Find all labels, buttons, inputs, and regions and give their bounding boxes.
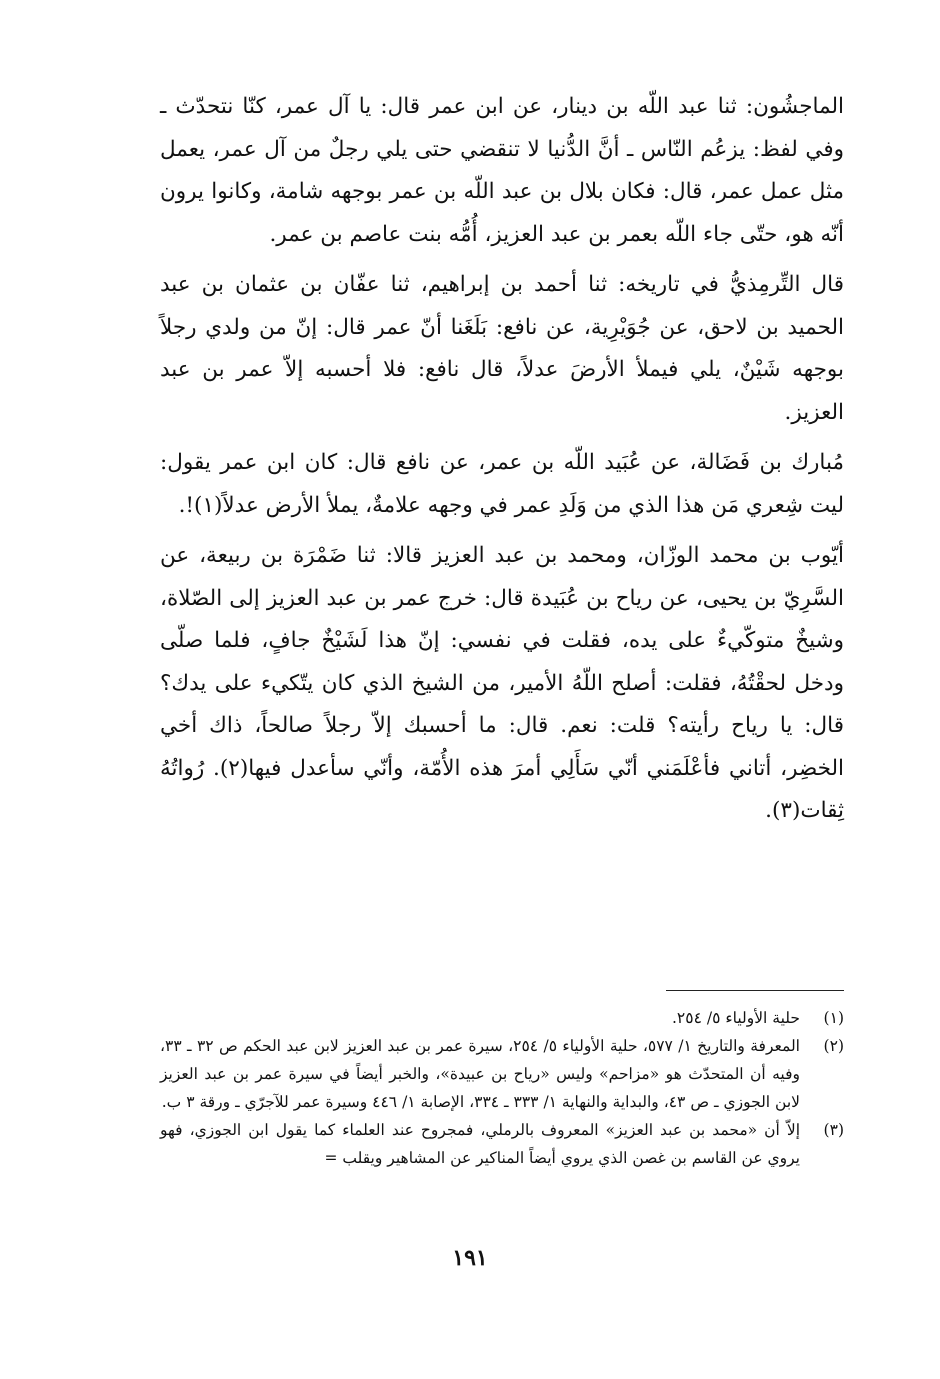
footnote-text: إلاّ أن «محمد بن عبد العزيز» المعروف بالرملي، فمجروح عند العلماء كما يقول ابن الجوزي، فهو يروي عن القاسم بن غصن الذي يروي أيضاً المناكير عن المشاهير ويقلب = — [160, 1121, 800, 1167]
footnote-divider — [666, 990, 844, 991]
paragraph-1: الماجشُون: ثنا عبد اللّه بن دينار، عن ابن عمر قال: يا آل عمر، كنّا نتحدّث ـ وفي لفظ: يزعُم النّاس ـ أنَّ الدُّنيا لا تنقضي حتى يلي رجلٌ من آل عمر، يعمل مثل عمل عمر، قال: فكان بلال بن عبد اللّه بن عمر بوجهه شامة، وكانوا يرون أنّه هو، حتّى جاء اللّه بعمر بن عبد العزيز، أُمُّه بنت عاصم بن عمر. — [160, 94, 844, 247]
paragraph-4: أيّوب بن محمد الوزّان، ومحمد بن عبد العزيز قالا: ثنا ضَمْرَة بن ربيعة، عن السَّرِيّ بن يحيى، عن رياح بن عُبَيدة قال: خرج عمر بن عبد العزيز إلى الصّلاة، وشيخٌ متوكّيءٌ على يده، فقلت في نفسي: إنّ هذا لَشَيْخٌ جافٍ، فلما صلّى ودخل لحقْتُهُ، فقلت: أصلح اللّهُ الأمير، من الشيخ الذي كان يتّكيء على يدك؟ قال: يا رياح رأيته؟ قلت: نعم. قال: ما أحسبك إلاّ رجلاً صالحاً، ذاك أخي الخضِر، أتاني فأعْلَمَني أنّي سَأَلِي أمرَ هذه الأُمّة، وأنّي سأعدل فيها(٢). رُواتُهُ ثِقات(٣). — [160, 543, 844, 823]
footnote-1 — [160, 1004, 844, 1032]
footnote-3 — [160, 1116, 844, 1172]
footnote-2 — [160, 1032, 844, 1116]
footnote-number: (٣) — [823, 1121, 844, 1139]
main-text — [160, 86, 844, 833]
footnote-number: (٢) — [823, 1037, 844, 1055]
footnotes — [160, 1004, 844, 1172]
footnote-number: (١) — [823, 1009, 844, 1027]
paragraph-3: مُبارك بن فَضَالة، عن عُبَيد اللّه بن عمر، عن نافع قال: كان ابن عمر يقول: ليت شِعري مَن هذا الذي من وَلَدِ عمر في وجهه علامةٌ، يملأ الأرض عدلاً(١)!. — [160, 450, 844, 518]
page-number: ١٩١ — [452, 1245, 488, 1271]
footnote-text: حلية الأولياء ٥/ ٢٥٤. — [671, 1009, 800, 1027]
paragraph-2: قال التِّرمِذيُّ في تاريخه: ثنا أحمد بن إبراهيم، ثنا عفّان بن عثمان بن عبد الحميد بن لاحق، عن جُوَيْرِية، عن نافع: بَلَغَنا أنّ عمر قال: إنّ من ولدي رجلاً بوجهه شَيْنٌ، يلي فيملأ الأرضَ عدلاً، قال نافع: فلا أحسبه إلاّ عمر بن عبد العزيز. — [160, 272, 844, 425]
footnote-text: المعرفة والتاريخ ١/ ٥٧٧، حلية الأولياء ٥/ ٢٥٤، سيرة عمر بن عبد العزيز لابن عبد الحكم ص ٣٢ ـ ٣٣، وفيه أن المتحدّث هو «مزاحم» وليس «رياح بن عبيدة»، والخبر أيضاً في سيرة عمر بن عبد العزيز لابن الجوزي ـ ص ٤٣، والبداية والنهاية ١/ ٣٣٣ ـ ٣٣٤، الإصابة ١/ ٤٤٦ وسيرة عمر للآجرّي ـ ورقة ٣ ب. — [160, 1037, 800, 1111]
